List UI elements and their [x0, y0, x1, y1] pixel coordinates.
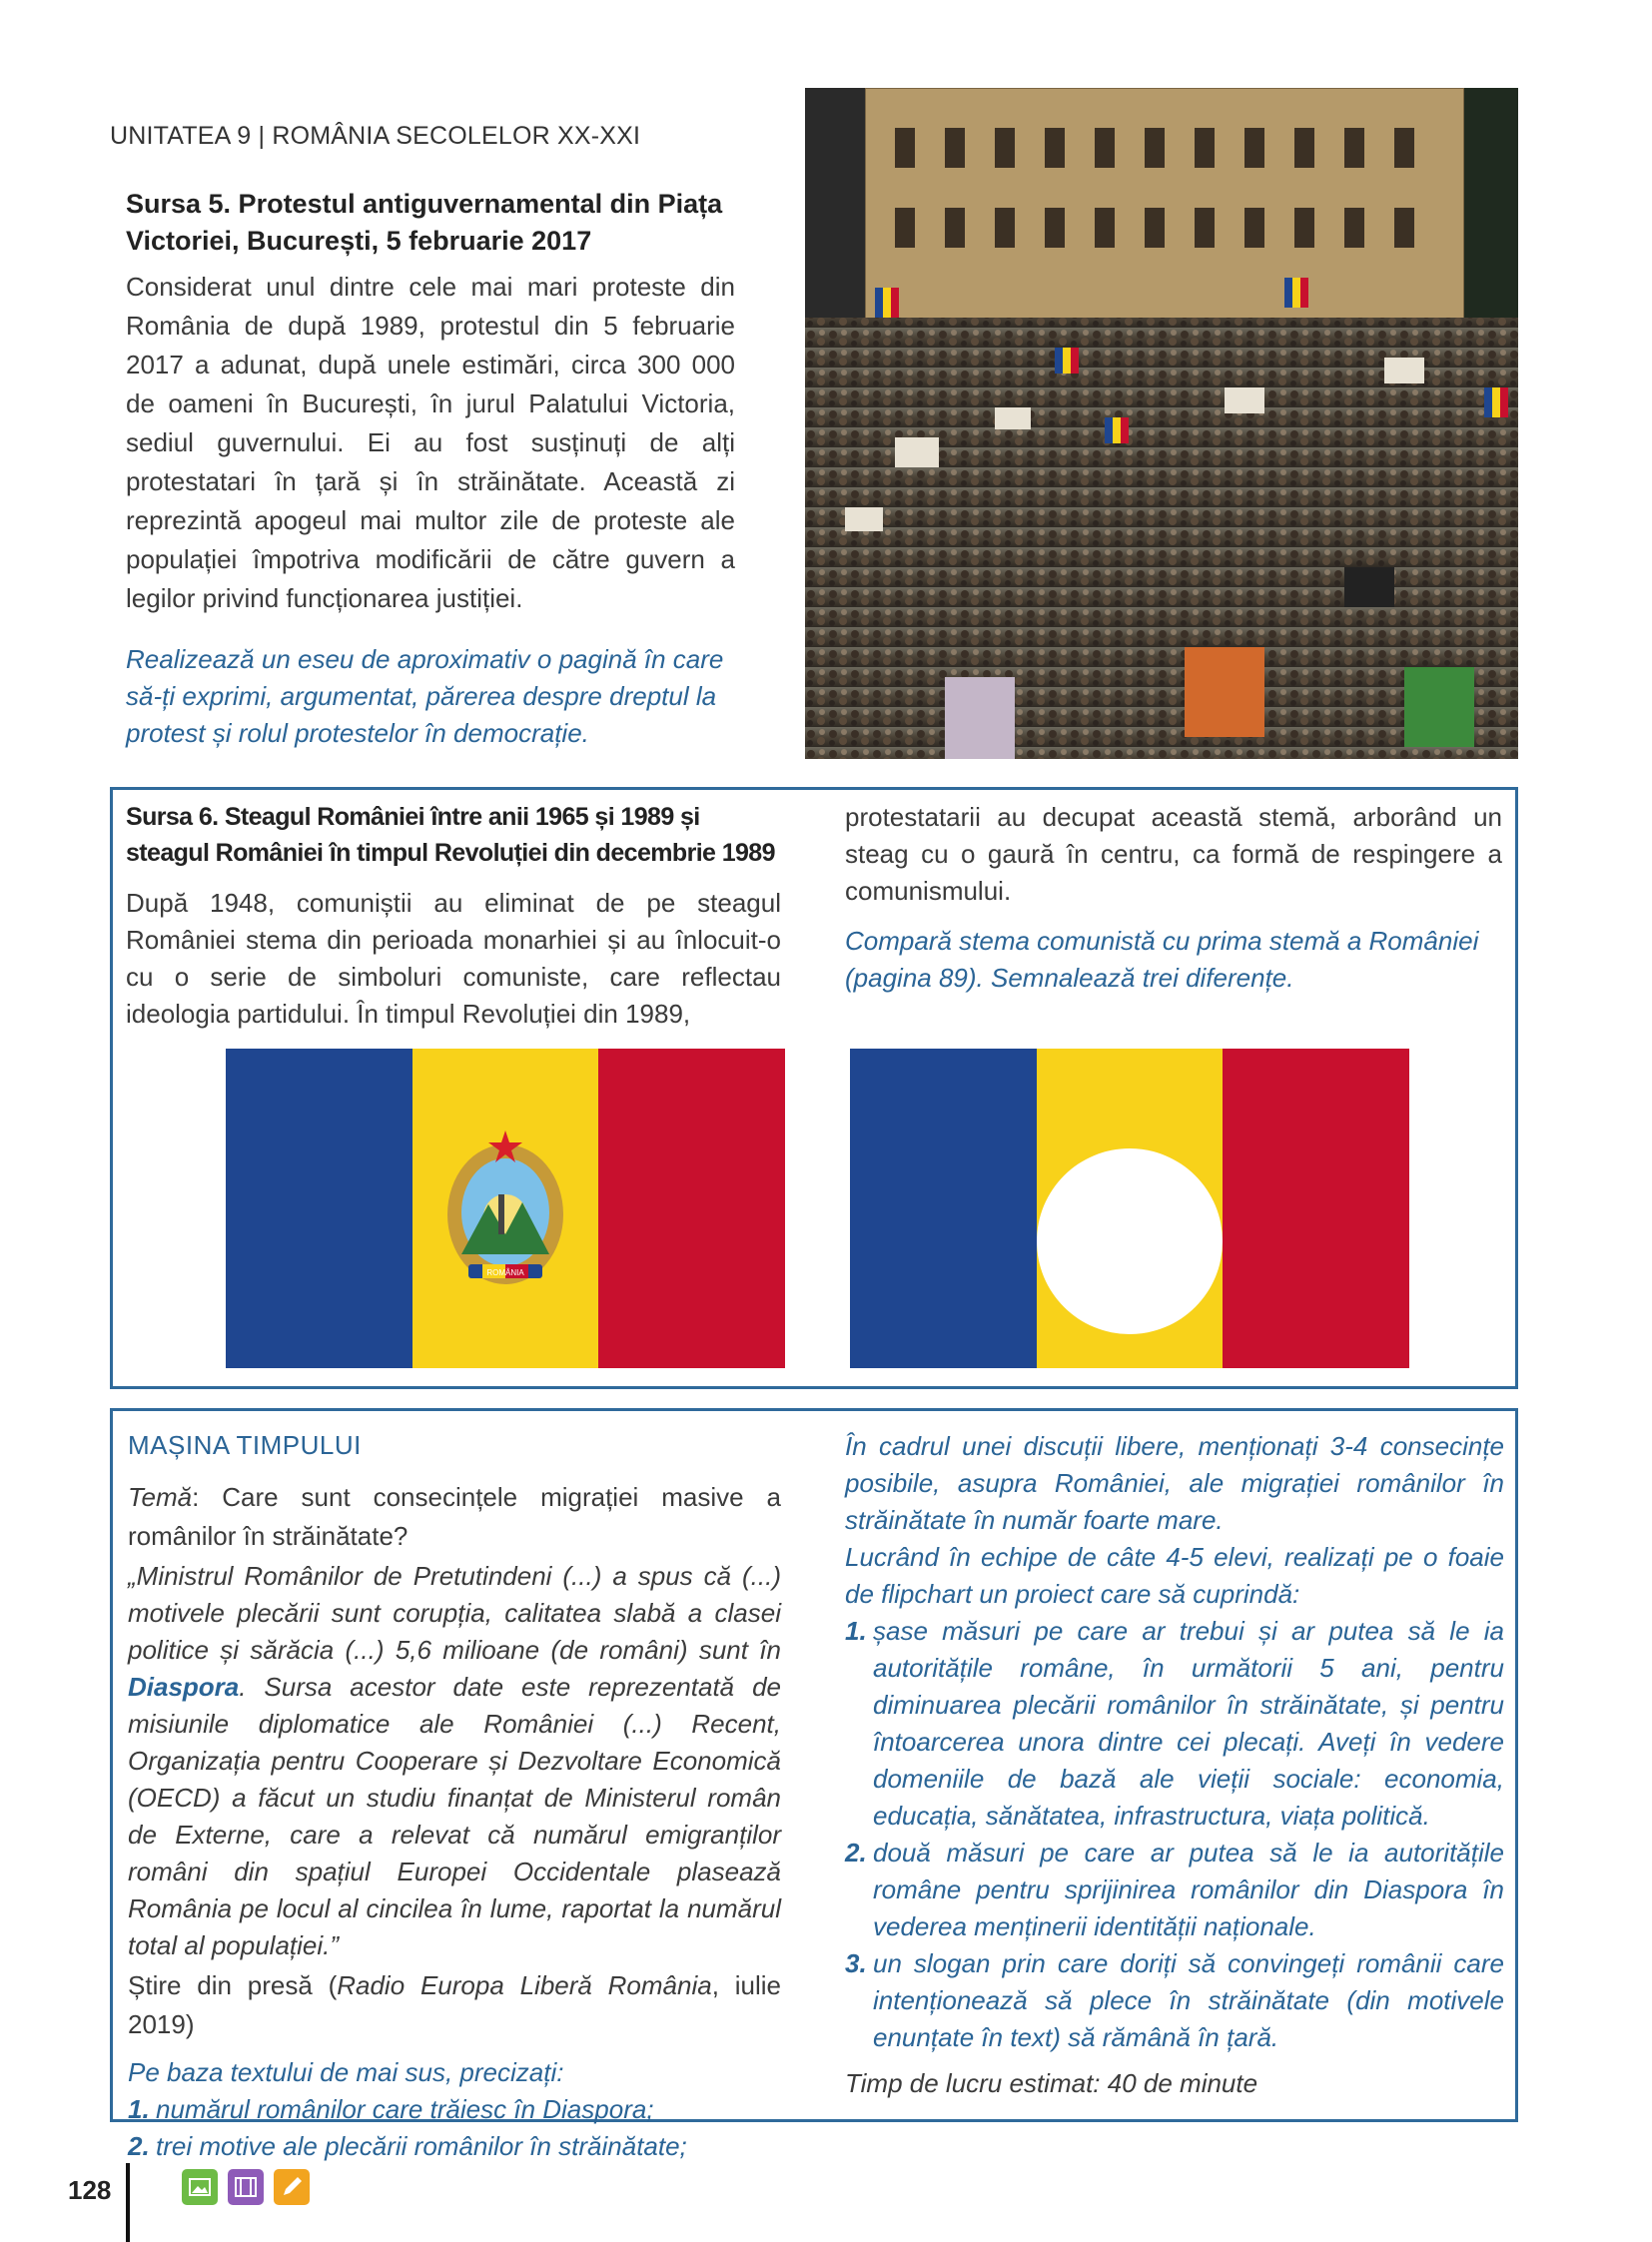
left-task-item: [128, 2128, 781, 2165]
quote-part-a: „Ministrul Românilor de Pretutindeni (...) a spus că (...) motivele plecării sunt corupția, calitatea slabă a clasei politice și sărăcia (...) 5,6 milioane (de români) sunt în: [128, 1561, 781, 1665]
source6-body-right: protestatarii au decupat această stemă, arborând un steag cu o gaură în centru, ca formă de respingere a comunismului.: [845, 802, 1502, 906]
item-number: 2.: [845, 1838, 867, 1868]
right-intro-project: Lucrând în echipe de câte 4-5 elevi, realizați pe o foaie de flipchart un proiect care să cuprindă:: [845, 1542, 1504, 1609]
item-text: două măsuri pe care ar putea să le ia autoritățile române pentru sprijinirea românilor din Diaspora în vederea menținerii identității naționale.: [873, 1838, 1504, 1941]
diaspora-link[interactable]: Diaspora: [128, 1672, 240, 1702]
right-intro-discussion: În cadrul unei discuții libere, menționați 3-4 consecințe posibile, asupra României, ale migrației românilor în străinătate în număr foarte mare.: [845, 1431, 1504, 1535]
theme-paragraph: [128, 1478, 781, 1556]
revolution-flag-image: [850, 1049, 1409, 1368]
quote-part-b: . Sursa acestor date este reprezentată de misiunile diplomatice ale României (...) Recent, Organizația pentru Cooperare și Dezvoltare Economică (OECD) a făcut un studiu finanțat de Ministerul român de Externe, care a relevat că numărul emigranților români din spațiul Europei Occidentale plasează România pe locul al cincilea în lume, raportat la numărul total al populației.”: [128, 1672, 781, 1960]
video-icon[interactable]: [228, 2169, 264, 2205]
item-number: 1.: [845, 1616, 867, 1646]
communist-flag-image: [226, 1049, 785, 1368]
source6-body-left: După 1948, comuniștii au eliminat de pe steagul României stema din perioada monarhiei și au înlocuit-o cu o serie de simboluri comuniste, care reflectau ideologia partidului. În timpul Revoluției din 1989,: [126, 888, 781, 1029]
right-task-item: [845, 1835, 1504, 1945]
right-task-item: [845, 1945, 1504, 2056]
item-text: trei motive ale plecării românilor în străinătate;: [156, 2131, 687, 2161]
item-number: 2.: [128, 2131, 150, 2161]
left-task-intro: Pe baza textului de mai sus, precizați:: [128, 2057, 564, 2087]
source6-task: Compară stema comunistă cu prima stemă a României (pagina 89). Semnalează trei diferențe.: [845, 926, 1479, 993]
item-text: numărul românilor care trăiesc în Diaspora;: [156, 2094, 654, 2124]
footer-divider: [126, 2163, 130, 2242]
flag-hole: [1037, 1148, 1223, 1334]
item-text: un slogan prin care doriți să convingeți românii care intenționează să plece în străinătate (din motivele enunțate în text) să rămână în țară.: [873, 1948, 1504, 2052]
source5-task: Realizează un eseu de aproximativ o pagină în care să-ți exprimi, argumentat, părerea despre dreptul la protest și rolul protestelor în democrație.: [126, 644, 724, 748]
source6-title: Sursa 6. Steagul României între anii 1965 și 1989 și steagul României în timpul Revoluției din decembrie 1989: [126, 803, 775, 867]
unit-header: UNITATEA 9 | ROMÂNIA SECOLELOR XX-XXI: [110, 122, 641, 150]
credit-b: , iulie 2019): [128, 1970, 781, 2039]
source5-title: Sursa 5. Protestul antiguvernamental din Piața Victoriei, București, 5 februarie 2017: [126, 189, 723, 256]
page-number: 128: [68, 2175, 112, 2205]
quote-credit: [128, 1966, 781, 2044]
item-number: 3.: [845, 1948, 867, 1978]
press-quote: [128, 1558, 781, 1964]
left-task-item: [128, 2091, 781, 2128]
theme-text: : Care sunt consecințele migrației masive a românilor în străinătate?: [128, 1482, 781, 1551]
credit-source: Radio Europa Liberă România: [337, 1970, 712, 2000]
credit-a: Știre din presă (: [128, 1970, 338, 2000]
pencil-icon[interactable]: [274, 2169, 310, 2205]
emblem-text: ROMÂNIA: [486, 1268, 524, 1277]
item-text: șase măsuri pe care ar trebui și ar putea să le ia autoritățile române, în următorii 5 ani, pentru diminuarea plecării românilor în străinătate, și pentru întoarcerea unora dintre cei plecați. Aveți în vedere domeniile de bază ale vieții sociale: economia, educația, sănătatea, infrastructura, viața politică.: [873, 1616, 1504, 1831]
source5-body: Considerat unul dintre cele mai mari proteste din România de după 1989, protestul din 5 februarie 2017 a adunat, după unele estimări, circa 300 000 de oameni în București, în jurul Palatului Victoria, sediul guvernului. Ei au fost susținuți de alți protestatari în țară și în străinătate. Această zi reprezintă apogeul mai multor zile de proteste ale populației împotriva modificării de către guvern a legilor privind funcționarea justiției.: [126, 272, 735, 613]
protest-photo: [805, 88, 1518, 759]
time-machine-title: MAȘINA TIMPULUI: [128, 1430, 362, 1460]
right-task-item: [845, 1613, 1504, 1835]
time-machine-left-column: [128, 1478, 781, 2165]
time-machine-right-column: [845, 1428, 1504, 2103]
item-number: 1.: [128, 2094, 150, 2124]
theme-label: Temă: [128, 1482, 193, 1512]
image-icon[interactable]: [182, 2169, 218, 2205]
communist-emblem: [438, 1124, 572, 1294]
estimated-time: Timp de lucru estimat: 40 de minute: [845, 2068, 1258, 2098]
